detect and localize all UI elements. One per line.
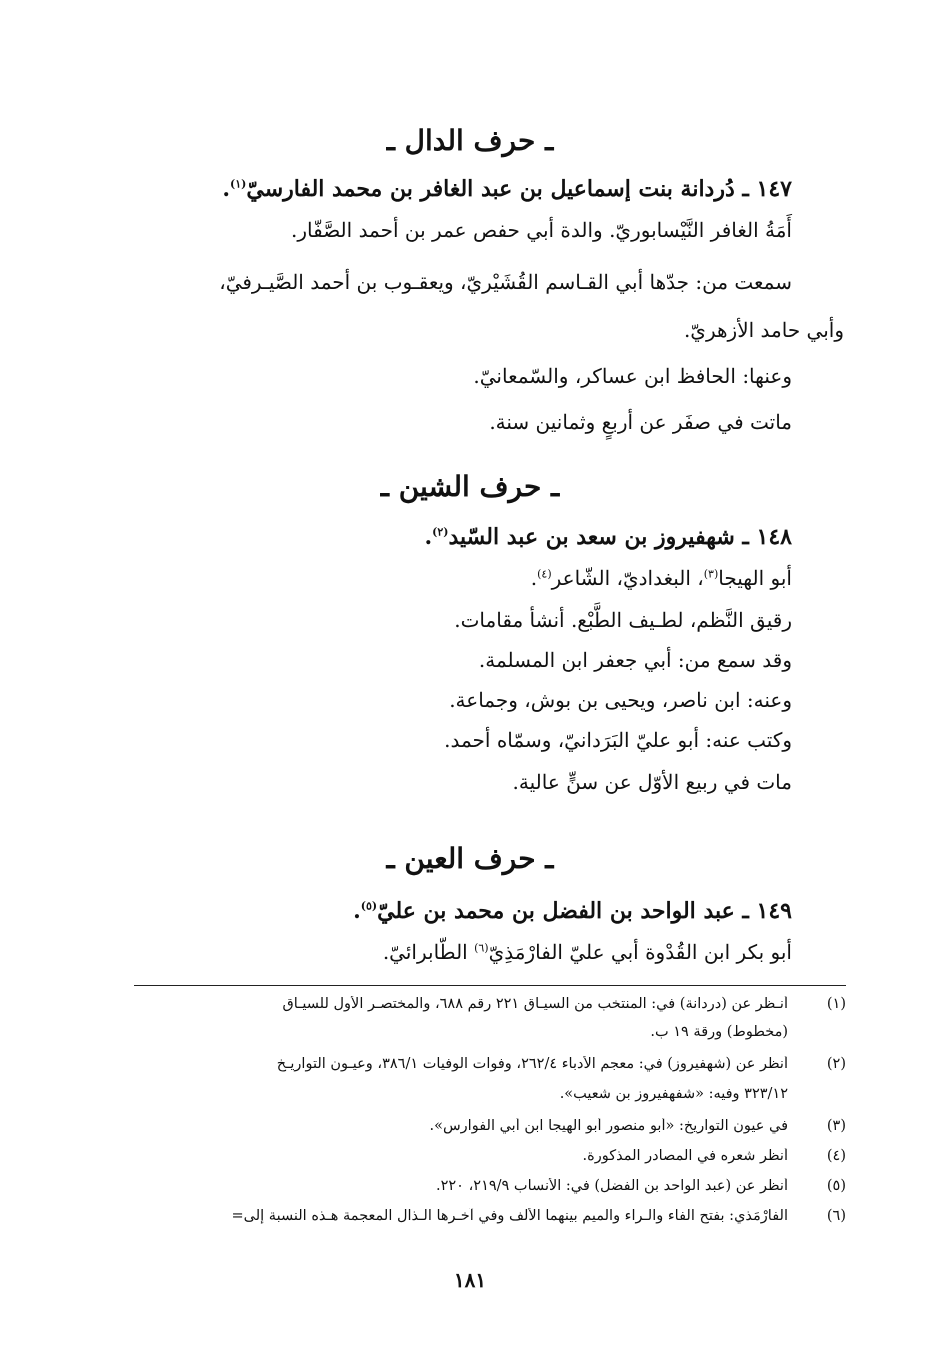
entry-148-line-4: وعنه: ابن ناصر، ويحيى بن بوش، وجماعة. — [449, 688, 792, 712]
footnote-3-line-1: في عيون التواريخ: «أبو منصور أبو الهيجا ابن أبي الفوارس». — [429, 1118, 788, 1134]
entry-147-heading-text: ١٤٧ ـ دُردانة بنت إسماعيل بن عبد الغافر بن محمد الفارسيّ — [246, 176, 792, 202]
entry-148-line-6: مات في ربيع الأوّل عن سنٍّ عالية. — [512, 770, 792, 794]
entry-147-line-1: أَمَةُ الغافر النَّيْسابوريّ. والدة أبي حفص عمر بن أحمد الصَّفّار. — [290, 218, 792, 242]
entry-148-line-1-part-b: ، البغداديّ، الشّاعر — [551, 566, 704, 590]
entry-148-heading — [424, 524, 792, 550]
footnote-ref-4: (٤) — [537, 567, 552, 581]
footnote-ref-1: (١) — [230, 177, 247, 191]
entry-147-heading — [222, 176, 792, 202]
entry-148-line-5: وكتب عنه: أبو عليّ البَرَدانيّ، وسمّاه أحمد. — [444, 728, 792, 752]
footnote-6-number: (٦) — [826, 1208, 846, 1224]
entry-149-heading — [353, 898, 792, 924]
footnote-4-line-1: أنظر شعره في المصادر المذكورة. — [582, 1148, 788, 1164]
footnote-2-line-2: ٣٢٣/١٢ وفيه: «شفهفيروز بن شعيب». — [559, 1086, 788, 1102]
footnote-ref-5: (٥) — [360, 899, 378, 913]
entry-149-heading-text: ١٤٩ ـ عبد الواحد بن الفضل بن محمد بن عليّ — [377, 898, 792, 924]
footnote-2-number: (٢) — [826, 1056, 846, 1072]
entry-148-heading-end: . — [424, 524, 433, 550]
entry-149-line-1-part-b: الطّابرائيّ. — [382, 940, 475, 964]
entry-149-heading-end: . — [353, 898, 361, 924]
section-title-dal: ـ حرف الدال ـ — [386, 124, 554, 157]
entry-148-heading-text: ١٤٨ ـ شهفيروز بن سعد بن عبد السّيد — [448, 524, 792, 550]
entry-148-line-2: رقيق النَّظم، لطـيف الطَّبْع. أنشأ مقامات. — [454, 608, 792, 632]
section-title-ain: ـ حرف العين ـ — [386, 842, 554, 875]
footnote-ref-6: (٦) — [474, 941, 489, 955]
footnote-1-number: (١) — [826, 996, 846, 1012]
footnote-3-number: (٣) — [826, 1118, 846, 1134]
section-title-shin: ـ حرف الشين ـ — [380, 470, 560, 503]
footnote-ref-3: (٣) — [703, 567, 719, 581]
entry-147-line-2: سمعت من: جدّها أبي القـاسم القُشَيْريّ، ويعقـوب بن أحمد الصَّيـرفيّ، — [219, 270, 792, 294]
entry-148-line-3: وقد سمع من: أبي جعفر ابن المسلمة. — [478, 648, 792, 672]
footnote-5-number: (٥) — [826, 1178, 846, 1194]
page-number: ١٨١ — [453, 1268, 487, 1292]
footnote-5-line-1: أنظر عن (عبد الواحد بن الفضل) في: الأنساب ٢١٩/٩، ٢٢٠. — [436, 1178, 788, 1194]
footnote-1-line-1: أنـظر عن (دردانة) في: المنتخب من السيـاق ٢٢١ رقم ٦٨٨، والمختصـر الأول للسيـاق — [282, 996, 788, 1012]
footnote-6-line-1: الفارْمَذي: بفتح الفاء والـراء والميم بينهما الألف وفي آخـرها الـذال المعجمة هـذه النسبة إلى= — [231, 1208, 788, 1224]
footnote-1-line-2: (مخطوط) ورقة ١٩ ب. — [650, 1024, 788, 1040]
entry-147-line-4: وعنها: الحافظ ابن عساكر، والسّمعانيّ. — [473, 364, 792, 388]
footnote-2-line-1: أنظر عن (شهفيروز) في: معجم الأدباء ٢٦٢/٤، وفوات الوفيات ٣٨٦/١، وعيـون التواريـخ — [276, 1056, 788, 1072]
footnote-4-number: (٤) — [826, 1148, 846, 1164]
footnote-separator — [134, 985, 846, 986]
entry-149-line-1 — [383, 940, 792, 964]
entry-149-line-1-part-a: أبو بكر ابن القُدْوة أبي عليّ الفارْمَذِيّ — [488, 940, 792, 964]
footnote-ref-2: (٢) — [432, 525, 449, 539]
entry-148-line-1-part-a: أبو الهيجا — [718, 566, 792, 590]
entry-147-line-5: ماتت في صفَر عن أربعٍ وثمانين سنة. — [489, 410, 792, 434]
entry-147-line-3: وأبي حامد الأزهريّ. — [683, 318, 844, 342]
entry-148-line-1-part-c: . — [530, 566, 538, 590]
entry-148-line-1 — [531, 566, 792, 590]
entry-147-heading-end: . — [222, 176, 230, 202]
